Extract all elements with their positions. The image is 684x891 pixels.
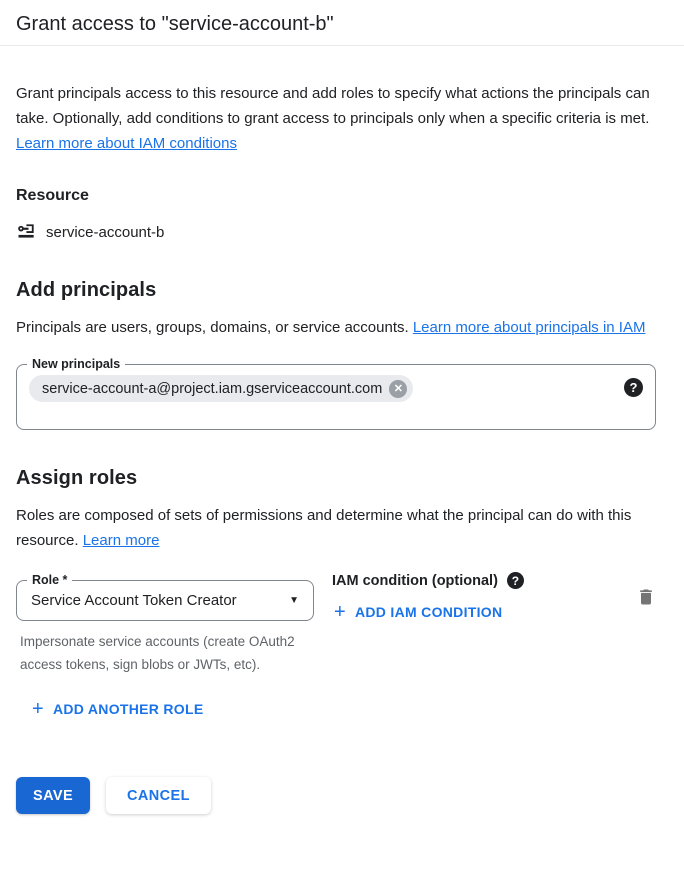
add-principals-heading: Add principals	[16, 279, 157, 301]
new-principals-field[interactable]	[16, 357, 656, 430]
principal-chip	[29, 375, 413, 402]
add-iam-condition-button[interactable]	[334, 603, 502, 621]
chip-remove-icon[interactable]: ✕	[389, 380, 407, 398]
cancel-button[interactable]: CANCEL	[106, 777, 211, 814]
resource-row	[16, 222, 668, 242]
service-account-icon	[16, 222, 36, 242]
iam-condition-column	[332, 572, 636, 623]
principals-learn-more-link[interactable]: Learn more about principals in IAM	[412, 319, 646, 336]
new-principals-inner	[29, 375, 643, 402]
plus-icon: +	[32, 698, 44, 720]
principals-text-plain: Principals are users, groups, domains, or service accounts.	[16, 319, 413, 336]
iam-conditions-link[interactable]: Learn more about IAM conditions	[16, 135, 237, 152]
chevron-down-icon: ▼	[289, 595, 299, 606]
intro-text-plain: Grant principals access to this resource and add roles to specify what actions the principals can take. Optionally, add conditions to grant access to principals only when a specific criteria is met.	[16, 85, 650, 127]
principal-chip-value: service-account-a@project.iam.gserviceaccount.com	[42, 380, 383, 397]
new-principals-label: New principals	[27, 356, 125, 373]
iam-condition-label: IAM condition (optional)	[332, 572, 498, 589]
resource-heading: Resource	[16, 187, 89, 204]
roles-description	[16, 503, 668, 553]
add-another-role-label: ADD ANOTHER ROLE	[52, 701, 204, 717]
delete-role-button[interactable]	[636, 586, 656, 613]
dialog-title: Grant access to "service-account-b"	[16, 13, 334, 35]
dialog-content	[0, 81, 684, 814]
role-helper-text: Impersonate service accounts (create OAuth2 access tokens, sign blobs or JWTs, etc).	[20, 634, 295, 672]
save-button[interactable]: SAVE	[16, 777, 90, 814]
add-iam-condition-label: ADD IAM CONDITION	[354, 604, 503, 620]
roles-text-plain: Roles are composed of sets of permissions and determine what the principal can do with this resource.	[16, 507, 632, 549]
role-row	[16, 572, 656, 676]
iam-condition-label-row	[332, 572, 636, 589]
dialog-actions	[16, 777, 668, 814]
principals-help-icon[interactable]: ?	[624, 378, 643, 397]
intro-text	[16, 81, 668, 156]
role-label: Role *	[27, 572, 72, 589]
resource-name: service-account-b	[46, 223, 165, 241]
trash-icon	[636, 586, 656, 608]
assign-roles-heading: Assign roles	[16, 467, 138, 489]
role-column	[16, 573, 314, 676]
dialog-header	[0, 0, 684, 46]
role-value: Service Account Token Creator	[31, 592, 237, 609]
roles-learn-more-link[interactable]: Learn more	[82, 532, 160, 549]
iam-condition-help-icon[interactable]: ?	[507, 572, 524, 589]
role-select[interactable]	[16, 573, 314, 621]
principals-description	[16, 315, 668, 340]
add-another-role-button[interactable]	[32, 700, 204, 718]
plus-icon: +	[334, 601, 346, 623]
